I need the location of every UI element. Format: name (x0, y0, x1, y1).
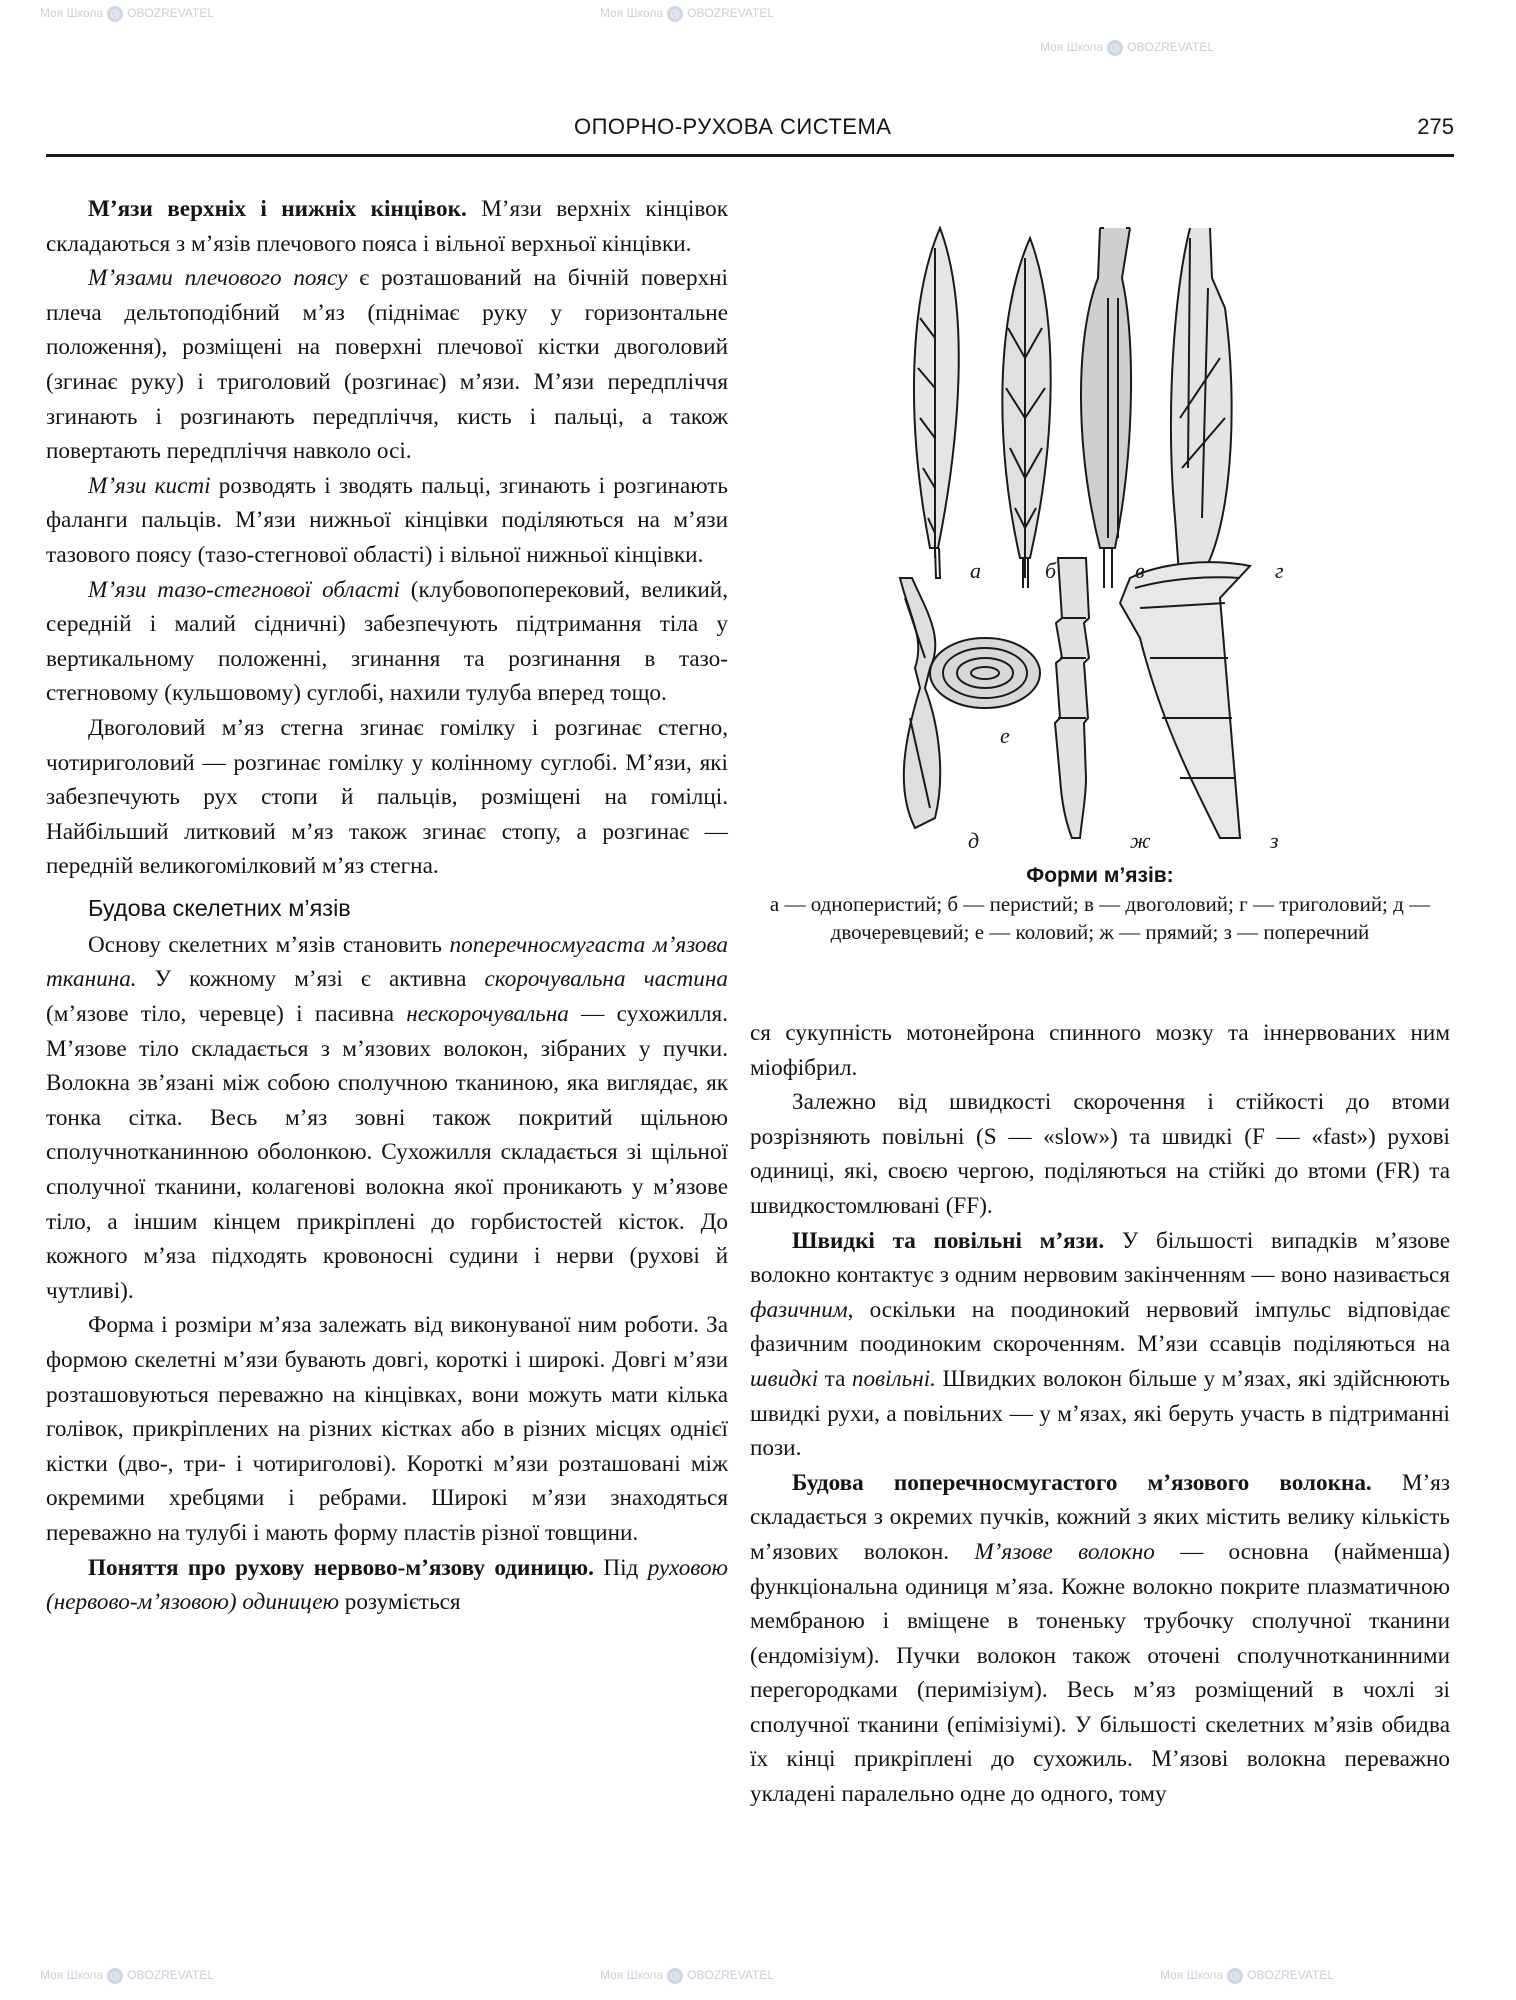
muscle-triceps (1171, 228, 1232, 588)
figure-caption-title: Форми м’язів: (1026, 864, 1174, 887)
muscle-circular (930, 638, 1040, 708)
paragraph: Залежно від швидкості скорочення і стійкості до втоми розрізняють повільні (S — «slow») та швидкі (F — «fast») рухові одиниці, які, своєю чергою, поділяються на стійкі до втоми (FR) та швидкостомлювані (FF). (750, 1089, 1450, 1219)
figure-label: в (1135, 558, 1145, 583)
figure-label: д (968, 828, 980, 848)
figure-caption-text: а — одноперистий; б — перистий; в — двоголовий; г — триголовий; д — двочеревцевий; е — коловий; ж — прямий; з — поперечний (769, 892, 1431, 944)
muscle-straight (1055, 558, 1089, 838)
figure-label: а (970, 558, 981, 583)
paragraph: ся сукупність мотонейрона спинного мозку та іннервованих ним міофібрил. (750, 1020, 1450, 1081)
watermark: Моя Школа ◎ OBOZREVATEL (40, 1968, 215, 1983)
muscle-biceps (1081, 228, 1131, 588)
muscle-digastric (900, 578, 940, 828)
paragraph: Двоголовий м’яз стегна згинає гомілку і розгинає стегно, чотириголовий — розгинає гомілку у колінному суглобі. М’язи, які забезпечують рух стопи й пальців, розміщені на гомілці. Найбільший литковий м’яз також згинає стопу, а розгинає — передній великогомілковий м’яз стегна. (46, 714, 728, 880)
watermark: Моя Школа ◎ OBOZREVATEL (1160, 1968, 1335, 1983)
paragraph: Поняття про рухову нервово-м’язову одиницю. Під руховою (нервово-м’язовою) одиницею розуміється (46, 1554, 728, 1616)
figure-label: ж (1130, 828, 1151, 848)
page-number: 275 (1417, 114, 1454, 139)
muscle-unipennate (914, 228, 959, 578)
figure-label: е (1000, 723, 1010, 748)
running-header (46, 108, 1454, 157)
watermark: Моя Школа ◎ OBOZREVATEL (1040, 40, 1215, 55)
paragraph: Швидкі та повільні м’язи. У більшості випадків м’язове волокно контактує з одним нервовим закінченням — воно називається фазичним, оскільки на поодинокий нервовий імпульс відповідає фазичним поодиноким скороченням. М’язи ссавців поділяються на швидкі та повільні. Швидких волокон більше у м’язах, які здійснюють швидкі рухи, а повільних — у м’язах, які беруть участь в підтриманні пози. (750, 1227, 1450, 1462)
paragraph: М’язи кисті розводять і зводять пальці, згинають і розгинають фаланги пальців. М’язи нижньої кінцівки поділяються на м’язи тазового поясу (тазо-стегнової області) і вільної нижньої кінцівки. (46, 472, 728, 568)
muscle-forms-figure (890, 218, 1310, 848)
paragraph: М’язи тазо-стегнової області (клубовопоперековий, великий, середній і малий сідничні) забезпечують підтримання тіла у вертикальному положенні, згинання та розгинання в тазо-стегновому (кульшовому) суглобі, нахили тулуба вперед тощо. (46, 576, 728, 707)
section-heading: Будова скелетних м’язів (88, 894, 351, 921)
muscle-transverse (1120, 562, 1250, 838)
paragraph: М’язи верхніх і нижніх кінцівок. М’язи верхніх кінцівок складаються з м’язів плечового пояса і вільної верхньої кінцівки. (46, 196, 728, 257)
paragraph: Будова поперечносмугастого м’язового волокна. М’яз складається з окремих пучків, кожний з яких містить велику кількість м’язових волокон. М’язове волокно — основна (найменша) функціональна одиниця м’яза. Кожне волокно покрите плазматичною мембраною і вміщене в тоненьку трубочку сполучної тканини (ендомізіум). Пучки волокон також оточені сполучнотканинними перегородками (перимізіум). Весь м’яз розміщений в чохлі зі сполучної тканини (епімізіумі). У більшості скелетних м’язів обидва їх кінці прикріплені до сухожиль. М’язові волокна переважно укладені паралельно одне до одного, тому (750, 1469, 1450, 1808)
watermark: Моя Школа ◎ OBOZREVATEL (600, 6, 775, 21)
figure-caption (750, 862, 1450, 946)
figure-label: з (1270, 828, 1279, 848)
section-title: ОПОРНО-РУХОВА СИСТЕМА (574, 114, 892, 139)
watermark: Моя Школа ◎ OBOZREVATEL (600, 1968, 775, 1983)
left-column (46, 192, 728, 1620)
muscle-bipennate (1002, 238, 1050, 588)
paragraph: М’язами плечового поясу є розташований на бічній поверхні плеча дельтоподібний м’яз (піднімає руку у горизонтальне положення), розміщені на поверхні плечової кістки двоголовий (згинає руку) і триголовий (розгинає) м’язи. М’язи передпліччя згинають і розгинають передпліччя, кисть і пальці, а також повертають передпліччя навколо осі. (46, 265, 729, 465)
right-column (750, 1016, 1450, 1812)
watermark: Моя Школа ◎ OBOZREVATEL (40, 6, 215, 21)
figure-label: б (1045, 558, 1057, 583)
paragraph: Основу скелетних м’язів становить поперечносмугаста м’язова тканина. У кожному м’язі є активна скорочувальна частина (м’язове тіло, черевце) і пасивна нескорочувальна — сухожилля. М’язове тіло складається з м’язових волокон, зібраних у пучки. Волокна зв’язані між собою сполучною тканиною, яка виглядає, як тонка сітка. Весь м’яз зовні також покритий щільною сполучнотканинною оболонкою. Сухожилля складається зі щільної сполучної тканини, колагенові волокна якої проникають у м’язове тіло, а іншим кінцем прикріплені до горбистостей кісток. До кожного м’яза підходять кровоносні судини і нерви (рухові й чутливі). (46, 931, 728, 1304)
figure-label: г (1275, 558, 1284, 583)
paragraph: Форма і розміри м’яза залежать від виконуваної ним роботи. За формою скелетні м’язи бувають довгі, короткі і широкі. Довгі м’язи розташовуються переважно на кінцівках, вони можуть мати кілька голівок, прикріплених на різних кістках або в різних місцях однієї кістки (дво-, три- і чотириголові). Короткі м’язи розташовані між окремими хребцями і ребрами. Широкі м’язи знаходяться переважно на тулубі і мають форму пластів різної товщини. (46, 1312, 728, 1546)
